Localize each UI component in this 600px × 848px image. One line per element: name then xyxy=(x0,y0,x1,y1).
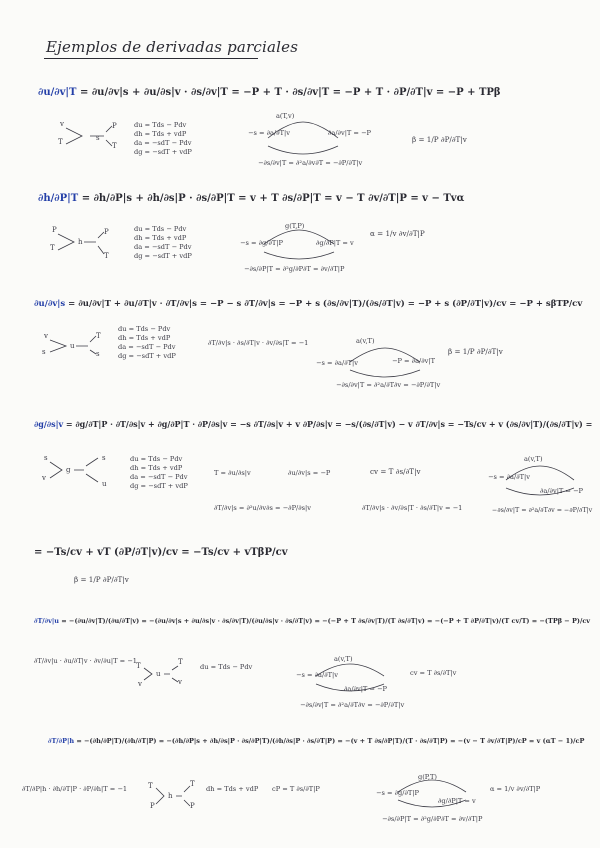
section-1-thermo-square xyxy=(56,118,126,152)
section-3-main: = ∂u/∂v|T + ∂u/∂T|v · ∂T/∂v|s = −P − s ∂T/∂v|s = −P + s (∂s/∂v|T)/(∂s/∂T|v) = −P + s (∂P/∂T|v)/cv = −P + sβTP/cv xyxy=(68,299,583,309)
section-5-aux: cv = T ∂s/∂T|v xyxy=(410,669,457,677)
svg-text:P: P xyxy=(150,802,155,810)
section-3-aux-2: β = 1/P ∂P/∂T|v xyxy=(448,347,503,356)
section-4-lhs: ∂g/∂s|v xyxy=(34,419,64,429)
section-4-continuation-aux: β = 1/P ∂P/∂T|v xyxy=(74,575,129,584)
svg-text:v: v xyxy=(44,332,48,340)
section-6-equation xyxy=(48,738,584,745)
section-5-note-2: du = Tds − Pdv xyxy=(200,663,253,671)
section-4-note-4: dg = −sdT + vdP xyxy=(130,482,188,490)
section-2-main: = ∂h/∂P|s + ∂h/∂s|P · ∂s/∂P|T = v + T ∂s/∂P|T = v − T ∂v/∂T|P = v − Tvα xyxy=(81,193,465,204)
section-4-cycle-center: a(v,T) xyxy=(524,455,543,463)
section-6-aux-1: cP = T ∂s/∂T|P xyxy=(272,785,320,793)
section-1-aux: β = 1/P ∂P/∂T|v xyxy=(412,135,467,144)
section-1-cycle-left: −s = ∂a/∂T|v xyxy=(248,129,290,137)
svg-text:T: T xyxy=(96,332,101,340)
title-underline xyxy=(44,58,258,59)
svg-text:T: T xyxy=(178,658,183,666)
section-4-cycle-left: −s = ∂a/∂T|v xyxy=(488,473,530,481)
section-1-cycle-center: a(T,v) xyxy=(276,112,295,120)
section-5-lhs: ∂T/∂v|u xyxy=(34,617,60,625)
section-2-equation xyxy=(38,194,464,204)
section-6-cycle-center: g(P,T) xyxy=(418,773,437,781)
section-4-note-3: da = −sdT − Pdv xyxy=(130,473,188,481)
svg-text:g: g xyxy=(66,466,71,474)
section-1-cycle-diagram xyxy=(248,118,358,158)
svg-text:u: u xyxy=(70,342,75,350)
section-5-cycle-diagram xyxy=(300,660,400,700)
svg-text:T: T xyxy=(58,138,63,146)
section-3-equation xyxy=(34,300,582,309)
section-1-lhs: ∂u/∂v|T xyxy=(38,87,77,98)
page-title: Ejemplos de derivadas parciales xyxy=(46,38,299,56)
svg-text:s: s xyxy=(44,454,48,462)
section-6-lhs: ∂T/∂P|h xyxy=(48,737,75,745)
section-3-note-3: da = −sdT − Pdv xyxy=(118,343,176,351)
svg-text:v: v xyxy=(138,680,142,688)
section-3-cycle-bottom: −∂s/∂v|T = ∂²a/∂T∂v = −∂P/∂T|v xyxy=(336,381,441,389)
section-2-cycle-right: ∂g/∂P|T = v xyxy=(316,239,354,247)
section-2-note-3: da = −sdT − Pdv xyxy=(134,243,192,251)
section-2-note-2: dh = Tds + vdP xyxy=(134,234,187,242)
section-5-main: = −(∂u/∂v|T)/(∂u/∂T|v) = −(∂u/∂v|s + ∂u/∂s|v · ∂s/∂v|T)/(∂u/∂s|v · ∂s/∂T|v) = −(−P + T ∂s/∂v|T)/(T ∂s/∂T|v) = −(−P + T ∂P/∂T|v)/(T cv/T) = −(TPβ − P)/cv xyxy=(61,617,591,625)
section-2-cycle-center: g(T,P) xyxy=(285,222,305,230)
svg-text:T: T xyxy=(50,244,55,252)
svg-text:h: h xyxy=(78,238,83,246)
svg-text:v: v xyxy=(178,678,182,686)
section-3-cycle-diagram xyxy=(330,344,440,384)
section-6-thermo-square xyxy=(146,778,206,814)
section-1-note-3: da = −sdT − Pdv xyxy=(134,139,192,147)
section-3-cycle-left: −s = ∂a/∂T|v xyxy=(316,359,358,367)
section-6-cycle-left: −s = ∂g/∂T|P xyxy=(376,789,419,797)
section-1-note-1: du = Tds − Pdv xyxy=(134,121,187,129)
section-5-cycle-left: −s = ∂a/∂T|v xyxy=(296,671,338,679)
section-2-aux: α = 1/v ∂v/∂T|P xyxy=(370,229,425,238)
svg-text:P: P xyxy=(112,122,117,130)
svg-text:h: h xyxy=(168,792,173,800)
svg-text:s: s xyxy=(102,454,106,462)
section-6-main: = −(∂h/∂P|T)/(∂h/∂T|P) = −(∂h/∂P|s + ∂h/∂s|P · ∂s/∂P|T)/(∂h/∂s|P · ∂s/∂T|P) = −(v + T ∂s/∂P|T)/(T · ∂s/∂T|P) = −(v − T ∂v/∂T|P)/cP = v (αT − 1)/cP xyxy=(76,737,585,745)
section-2-cycle-diagram xyxy=(244,226,354,266)
section-4-continuation: = −Ts/cv + vT (∂P/∂T|v)/cv = −Ts/cv + vTβP/cv xyxy=(34,547,288,558)
section-4-aux-1: T = ∂u/∂s|v xyxy=(214,469,251,477)
section-2-note-1: du = Tds − Pdv xyxy=(134,225,187,233)
section-1-equation xyxy=(38,88,501,98)
section-4-cycle-bottom: −∂s/∂v|T = ∂²a/∂T∂v = −∂P/∂T|v xyxy=(492,507,593,514)
section-4-note-1: du = Tds − Pdv xyxy=(130,455,183,463)
section-4-aux-3: cv = T ∂s/∂T|v xyxy=(370,467,421,476)
section-4-aux-4: ∂T/∂v|s = ∂²u/∂v∂s = −∂P/∂s|v xyxy=(214,504,311,512)
section-4-cycle-diagram xyxy=(490,462,590,502)
section-2-thermo-square xyxy=(48,224,118,264)
section-6-note-2: dh = Tds + vdP xyxy=(206,785,259,793)
svg-text:T: T xyxy=(104,252,109,260)
section-3-aux-1: ∂T/∂v|s · ∂s/∂T|v · ∂v/∂s|T = −1 xyxy=(208,339,309,347)
svg-text:P: P xyxy=(190,802,195,810)
section-2-lhs: ∂h/∂P|T xyxy=(38,193,79,204)
svg-text:u: u xyxy=(156,670,161,678)
section-2-cycle-bottom: −∂s/∂P|T = ∂²g/∂P∂T = ∂v/∂T|P xyxy=(244,265,345,273)
section-3-note-1: du = Tds − Pdv xyxy=(118,325,171,333)
svg-text:P: P xyxy=(52,226,57,234)
svg-text:v: v xyxy=(42,474,46,482)
section-6-cycle-right: ∂g/∂P|T = v xyxy=(438,797,476,805)
section-1-cycle-right: ∂a/∂v|T = −P xyxy=(328,129,371,137)
section-3-note-4: dg = −sdT + vdP xyxy=(118,352,176,360)
section-1-note-4: dg = −sdT + vdP xyxy=(134,148,192,156)
section-3-cycle-right: −P = ∂a/∂v|T xyxy=(392,357,435,365)
section-4-main: = ∂g/∂T|P · ∂T/∂s|v + ∂g/∂P|T · ∂P/∂s|v = −s ∂T/∂s|v + v ∂P/∂s|v = −s/(∂s/∂T|v) − v ∂T/∂v|s = −Ts/cv + v (∂s/∂v|T)/(∂s/∂T|v) = xyxy=(65,419,593,429)
section-2-note-4: dg = −sdT + vdP xyxy=(134,252,192,260)
section-1-note-2: dh = Tds + vdP xyxy=(134,130,187,138)
section-4-cycle-right: ∂a/∂v|T = −P xyxy=(540,487,583,495)
section-3-note-2: dh = Tds + vdP xyxy=(118,334,171,342)
section-3-thermo-square xyxy=(40,330,110,360)
section-1-cycle-bottom: −∂s/∂v|T = ∂²a/∂v∂T = −∂P/∂T|v xyxy=(258,159,363,167)
section-4-aux-2: ∂u/∂v|s = −P xyxy=(288,469,331,477)
section-5-equation xyxy=(34,618,590,625)
section-6-aux-2: α = 1/v ∂v/∂T|P xyxy=(490,785,541,793)
svg-text:s: s xyxy=(96,350,100,358)
section-2-cycle-left: −s = ∂g/∂T|P xyxy=(240,239,283,247)
svg-text:T: T xyxy=(136,662,141,670)
section-5-cycle-center: a(v,T) xyxy=(334,655,353,663)
section-3-cycle-center: a(v,T) xyxy=(356,337,375,345)
svg-text:T: T xyxy=(190,780,195,788)
svg-text:P: P xyxy=(104,228,109,236)
section-4-thermo-square xyxy=(40,452,120,492)
svg-text:u: u xyxy=(102,480,107,488)
section-5-thermo-square xyxy=(134,656,194,690)
svg-text:s: s xyxy=(96,134,100,142)
section-4-note-2: dh = Tds + vdP xyxy=(130,464,183,472)
section-5-cycle-bottom: −∂s/∂v|T = ∂²a/∂T∂v = −∂P/∂T|v xyxy=(300,701,405,709)
section-5-note-1: ∂T/∂v|u · ∂u/∂T|v · ∂v/∂u|T = −1 xyxy=(34,657,137,665)
svg-text:s: s xyxy=(42,348,46,356)
section-4-aux-5: ∂T/∂v|s · ∂v/∂s|T · ∂s/∂T|v = −1 xyxy=(362,504,463,512)
section-1-main: = ∂u/∂v|s + ∂u/∂s|v · ∂s/∂v|T = −P + T · ∂s/∂v|T = −P + T · ∂P/∂T|v = −P + TPβ xyxy=(79,87,501,98)
section-3-lhs: ∂u/∂v|s xyxy=(34,299,66,309)
svg-text:v: v xyxy=(60,120,64,128)
section-5-cycle-right: ∂a/∂v|T = −P xyxy=(344,685,387,693)
section-6-note-1: ∂T/∂P|h · ∂h/∂T|P · ∂P/∂h|T = −1 xyxy=(22,785,128,793)
section-4-equation xyxy=(34,420,592,428)
section-6-cycle-bottom: −∂s/∂P|T = ∂²g/∂P∂T = ∂v/∂T|P xyxy=(382,815,483,823)
svg-text:T: T xyxy=(148,782,153,790)
svg-text:T: T xyxy=(112,142,117,150)
section-6-cycle-diagram xyxy=(382,773,482,816)
